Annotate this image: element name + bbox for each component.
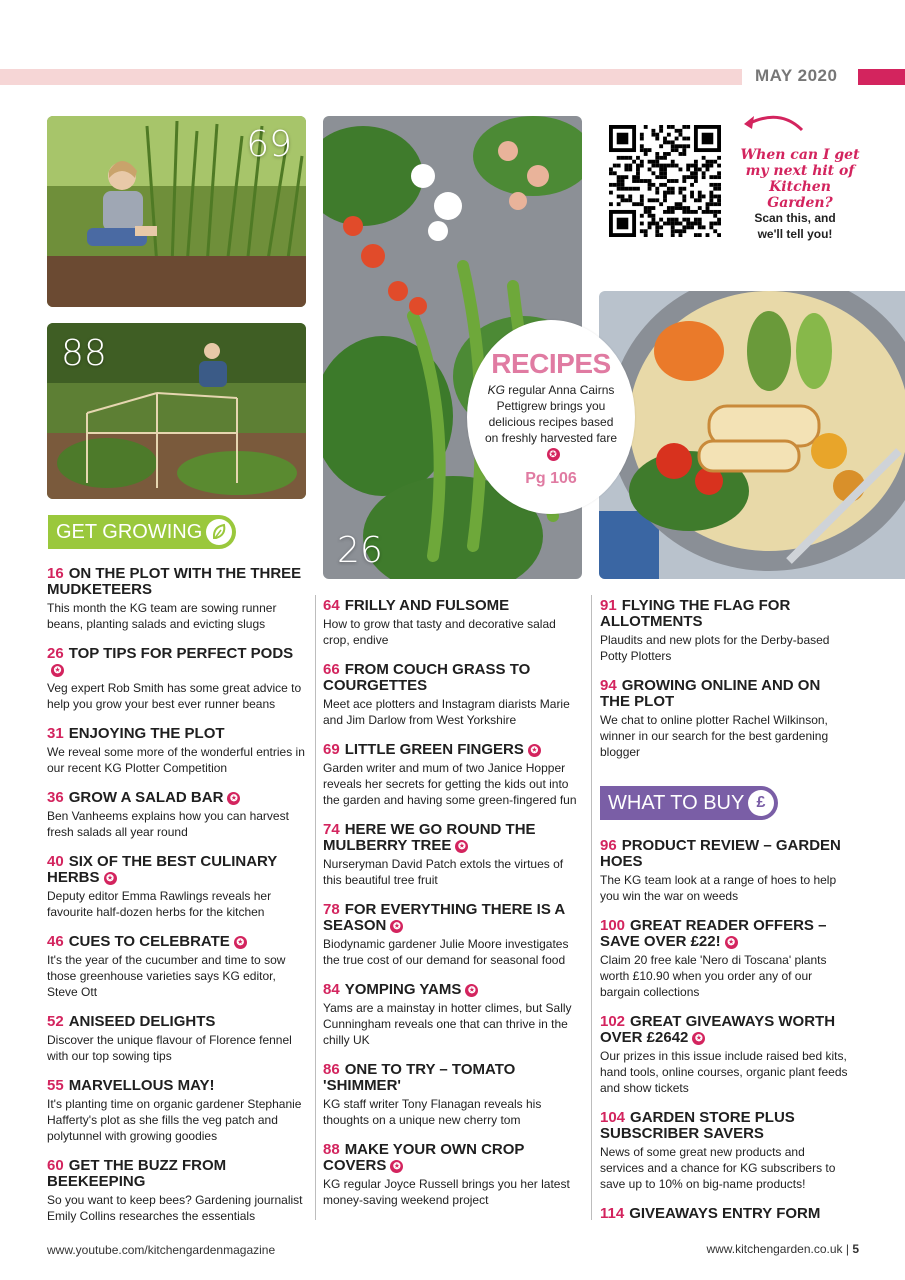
contents-item-heading: ENJOYING THE PLOT xyxy=(68,725,225,742)
photo-salad-bowl[interactable] xyxy=(599,291,905,579)
contents-item[interactable] xyxy=(323,598,585,648)
contents-item-heading: ON THE PLOT WITH THE THREE MUDKETEERS xyxy=(47,565,302,598)
arrow-icon xyxy=(740,110,810,140)
section-get-growing-label: GET GROWING xyxy=(56,521,203,543)
contents-item-page: 84 xyxy=(323,981,340,998)
contents-item[interactable] xyxy=(323,662,585,728)
column-divider xyxy=(315,595,316,1220)
contents-item-description: News of some great new products and services and a chance for KG subscribers to save up to 10% on big-name products! xyxy=(600,1145,836,1191)
photo-bean-frame[interactable] xyxy=(47,323,306,499)
contents-item-title xyxy=(600,678,850,710)
recipes-desc-text: regular Anna Cairns Pettigrew brings you delicious recipes based on freshly harvested fare xyxy=(484,383,618,445)
contents-item-title xyxy=(47,854,305,886)
contents-item-page: 86 xyxy=(323,1061,340,1078)
contents-item-page: 100 xyxy=(600,917,626,934)
contents-item[interactable] xyxy=(600,598,850,664)
contents-item-description: Ben Vanheems explains how you can harvest fresh salads all year round xyxy=(47,809,289,839)
star-icon: ✪ xyxy=(465,984,478,997)
contents-item-title xyxy=(600,838,850,870)
recipes-title: RECIPES xyxy=(491,348,611,379)
contents-item-title xyxy=(47,1158,305,1190)
contents-item[interactable] xyxy=(600,1206,850,1222)
contents-item-heading: PRODUCT REVIEW – GARDEN HOES xyxy=(600,837,841,870)
footer-separator: | xyxy=(842,1242,853,1256)
contents-item[interactable] xyxy=(47,566,305,632)
contents-item-page: 102 xyxy=(600,1013,626,1030)
footer-website xyxy=(706,1242,859,1256)
contents-item-page: 91 xyxy=(600,597,617,614)
star-icon: ✪ xyxy=(390,1160,403,1173)
contents-item-description: Yams are a mainstay in hotter climes, but Sally Cunningham reveals one that can thrive in the chilly UK xyxy=(323,1001,572,1047)
contents-item-description: Our prizes in this issue include raised bed kits, hand tools, online courses, organic plant feeds and show tickets xyxy=(600,1049,848,1095)
column-divider xyxy=(591,595,592,1220)
contents-item-heading: GET THE BUZZ FROM BEEKEEPING xyxy=(47,1157,227,1190)
contents-item-description: How to grow that tasty and decorative salad crop, endive xyxy=(323,617,556,647)
contents-item-page: 66 xyxy=(323,661,340,678)
contents-item-description: Garden writer and mum of two Janice Hopper reveals her secrets for getting the kids out into the garden and having some green-fingered fun xyxy=(323,761,577,807)
contents-item-title xyxy=(600,918,850,950)
contents-item-heading: ANISEED DELIGHTS xyxy=(68,1013,216,1030)
contents-item[interactable] xyxy=(323,742,585,808)
section-what-to-buy-label: WHAT TO BUY xyxy=(608,792,745,814)
contents-item-heading: YOMPING YAMS xyxy=(344,981,462,998)
contents-item[interactable] xyxy=(47,1158,305,1224)
contents-item[interactable] xyxy=(47,854,305,920)
contents-item-description: Plaudits and new plots for the Derby-based Potty Plotters xyxy=(600,633,830,663)
recipes-description xyxy=(481,382,621,462)
contents-item-heading: TOP TIPS FOR PERFECT PODS xyxy=(68,645,294,662)
contents-item-description: It's the year of the cucumber and time to sow those greenhouse varieties says KG editor, Steve Ott xyxy=(47,953,286,999)
contents-item[interactable] xyxy=(600,1110,850,1192)
contents-item-title xyxy=(47,934,305,950)
section-what-to-buy xyxy=(600,786,778,820)
contents-column-3-bottom xyxy=(600,838,850,1236)
contents-item-description: Biodynamic gardener Julie Moore investigates the true cost of our demand for seasonal food xyxy=(323,937,569,967)
contents-item[interactable] xyxy=(323,982,585,1048)
contents-item-title xyxy=(47,1078,305,1094)
photo-page-number: 69 xyxy=(246,124,292,165)
contents-item-page: 36 xyxy=(47,789,64,806)
contents-item-heading: GROWING ONLINE AND ON THE PLOT xyxy=(600,677,821,710)
contents-item-heading: CUES TO CELEBRATE xyxy=(68,933,230,950)
contents-item-description: This month the KG team are sowing runner beans, planting salads and evicting slugs xyxy=(47,601,277,631)
qr-code-image xyxy=(609,125,721,237)
contents-item[interactable] xyxy=(47,934,305,1000)
contents-item-heading: MAKE YOUR OWN CROP COVERS xyxy=(323,1141,525,1174)
contents-item-page: 31 xyxy=(47,725,64,742)
page-number: 5 xyxy=(852,1242,859,1256)
contents-item-page: 104 xyxy=(600,1109,626,1126)
contents-item-title xyxy=(600,598,850,630)
contents-item-description: Discover the unique flavour of Florence fennel with our top sowing tips xyxy=(47,1033,292,1063)
contents-item-heading: GROW A SALAD BAR xyxy=(68,789,224,806)
contents-item-description: So you want to keep bees? Gardening journalist Emily Collins researches the essentials xyxy=(47,1193,303,1223)
contents-item-title xyxy=(323,662,585,694)
contents-item-title xyxy=(47,790,305,806)
qr-code[interactable] xyxy=(609,125,721,237)
contents-item-description: Meet ace plotters and Instagram diarists Marie and Jim Darlow from West Yorkshire xyxy=(323,697,570,727)
contents-item-title xyxy=(323,742,585,758)
contents-item-description: Veg expert Rob Smith has some great advice to help you grow your best ever runner beans xyxy=(47,681,302,711)
contents-item-page: 40 xyxy=(47,853,64,870)
contents-item-title xyxy=(600,1206,850,1222)
photo-salad-bowl-image xyxy=(599,291,905,579)
contents-item-title xyxy=(323,598,585,614)
contents-item-page: 26 xyxy=(47,645,64,662)
contents-item[interactable] xyxy=(47,1078,305,1144)
contents-item-description: We chat to online plotter Rachel Wilkinson, winner in our search for the best gardening blogger xyxy=(600,713,829,759)
contents-item-heading: MARVELLOUS MAY! xyxy=(68,1077,215,1094)
star-icon: ✪ xyxy=(725,936,738,949)
contents-item-page: 88 xyxy=(323,1141,340,1158)
contents-item-title xyxy=(323,902,585,934)
contents-item[interactable] xyxy=(323,822,585,888)
contents-item-heading: FLYING THE FLAG FOR ALLOTMENTS xyxy=(600,597,791,630)
photo-child-planting[interactable] xyxy=(47,116,306,307)
contents-item-page: 16 xyxy=(47,565,64,582)
pound-icon: £ xyxy=(748,790,774,816)
contents-item[interactable] xyxy=(600,678,850,760)
contents-item[interactable] xyxy=(323,902,585,968)
contents-item-page: 64 xyxy=(323,597,340,614)
contents-item-heading: GARDEN STORE PLUS SUBSCRIBER SAVERS xyxy=(600,1109,795,1142)
star-icon: ✪ xyxy=(455,840,468,853)
contents-item-description: It's planting time on organic gardener Stephanie Hafferty's plot as she fills the veg patch and polytunnel with growing goodies xyxy=(47,1097,302,1143)
star-icon: ✪ xyxy=(51,664,64,677)
contents-item-page: 96 xyxy=(600,837,617,854)
contents-item-title xyxy=(47,646,305,678)
star-icon: ✪ xyxy=(528,744,541,757)
star-icon: ✪ xyxy=(104,872,117,885)
star-icon: ✪ xyxy=(547,448,560,461)
recipes-callout[interactable] xyxy=(467,320,635,514)
contents-item-heading: ONE TO TRY – TOMATO 'SHIMMER' xyxy=(323,1061,516,1094)
leaf-icon xyxy=(206,519,232,545)
recipes-desc-prefix: KG xyxy=(487,383,505,397)
contents-item-description: KG staff writer Tony Flanagan reveals his thoughts on a unique new cherry tom xyxy=(323,1097,542,1127)
contents-item-heading: SIX OF THE BEST CULINARY HERBS xyxy=(47,853,278,886)
photo-page-number: 26 xyxy=(337,530,383,571)
contents-item-page: 114 xyxy=(600,1205,625,1222)
contents-item-description: KG regular Joyce Russell brings you her latest money-saving weekend project xyxy=(323,1177,570,1207)
footer-youtube-link[interactable]: www.youtube.com/kitchengardenmagazine xyxy=(47,1243,276,1257)
contents-item-page: 60 xyxy=(47,1157,64,1174)
contents-item-title xyxy=(600,1014,850,1046)
star-icon: ✪ xyxy=(234,936,247,949)
contents-item-heading: HERE WE GO ROUND THE MULBERRY TREE xyxy=(323,821,536,854)
contents-item-title xyxy=(47,566,305,598)
section-get-growing xyxy=(48,515,236,549)
contents-item-page: 52 xyxy=(47,1013,64,1030)
issue-month: MAY 2020 xyxy=(755,66,838,85)
contents-item-page: 46 xyxy=(47,933,64,950)
header-accent xyxy=(858,69,905,85)
contents-item-heading: GIVEAWAYS ENTRY FORM xyxy=(629,1205,821,1222)
contents-item-description: We reveal some more of the wonderful entries in our recent KG Plotter Competition xyxy=(47,745,305,775)
contents-item-description: Deputy editor Emma Rawlings reveals her favourite half-dozen herbs for the kitchen xyxy=(47,889,272,919)
contents-item-title xyxy=(323,982,585,998)
contents-item[interactable] xyxy=(600,918,850,1000)
qr-answer: Scan this, and we'll tell you! xyxy=(754,211,836,241)
contents-column-3-top xyxy=(600,598,850,774)
qr-question: When can I get my next hit of Kitchen Garden? xyxy=(740,147,860,211)
star-icon: ✪ xyxy=(692,1032,705,1045)
contents-item-heading: FOR EVERYTHING THERE IS A SEASON xyxy=(323,901,565,934)
photo-page-number: 88 xyxy=(61,333,107,374)
star-icon: ✪ xyxy=(227,792,240,805)
contents-item-title xyxy=(47,1014,305,1030)
contents-item[interactable] xyxy=(600,838,850,904)
contents-item-page: 55 xyxy=(47,1077,64,1094)
contents-item[interactable] xyxy=(47,1014,305,1064)
contents-item-title xyxy=(323,1062,585,1094)
contents-column-1 xyxy=(47,566,305,1238)
contents-item-description: Claim 20 free kale 'Nero di Toscana' plants worth £10.90 when you order any of our bargain collections xyxy=(600,953,827,999)
star-icon: ✪ xyxy=(390,920,403,933)
contents-item-heading: GREAT READER OFFERS – SAVE OVER £22! xyxy=(600,917,827,950)
footer-website-link[interactable]: www.kitchengarden.co.uk xyxy=(706,1242,843,1256)
contents-item-title xyxy=(47,726,305,742)
contents-item-description: The KG team look at a range of hoes to help you win the war on weeds xyxy=(600,873,837,903)
header-band xyxy=(0,69,742,85)
contents-item-page: 74 xyxy=(323,821,340,838)
contents-item-page: 69 xyxy=(323,741,340,758)
contents-item[interactable] xyxy=(323,1142,585,1208)
contents-item[interactable] xyxy=(47,790,305,840)
contents-item[interactable] xyxy=(47,726,305,776)
contents-item-description: Nurseryman David Patch extols the virtues of this beautiful tree fruit xyxy=(323,857,564,887)
contents-item-title xyxy=(323,1142,585,1174)
contents-item-page: 78 xyxy=(323,901,340,918)
contents-item-title xyxy=(323,822,585,854)
contents-item[interactable] xyxy=(323,1062,585,1128)
contents-item[interactable] xyxy=(600,1014,850,1096)
contents-item-heading: GREAT GIVEAWAYS WORTH OVER £2642 xyxy=(600,1013,836,1046)
contents-item-heading: LITTLE GREEN FINGERS xyxy=(344,741,524,758)
contents-item[interactable] xyxy=(47,646,305,712)
contents-item-heading: FROM COUCH GRASS TO COURGETTES xyxy=(323,661,531,694)
contents-item-page: 94 xyxy=(600,677,617,694)
contents-column-2 xyxy=(323,598,585,1222)
contents-item-heading: FRILLY AND FULSOME xyxy=(344,597,510,614)
recipes-page: Pg 106 xyxy=(525,470,577,487)
contents-item-title xyxy=(600,1110,850,1142)
